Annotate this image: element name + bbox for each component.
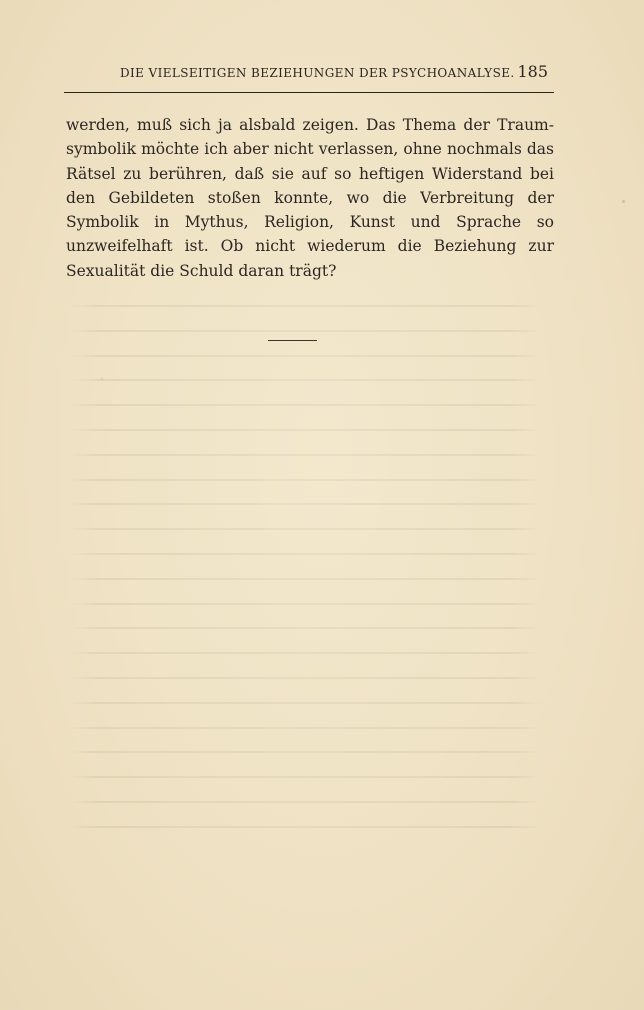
page-number: 185 xyxy=(517,62,548,81)
body-paragraph: werden, muß sich ja alsbald zeigen. Das Thema der Traumsymbolik möchte ich aber nicht verlassen, ohne nochmals das Rätsel zu berühren, daß sie auf so heftigen Widerstand bei den Gebildeten stoßen konnte, wo die Verbreitung der Symbolik in Mythus, Religion, Kunst und Sprache so unzweifelhaft ist. Ob nicht wiederum die Beziehung zur Sexualität die Schuld daran trägt? xyxy=(66,116,554,280)
reverse-side-show-through xyxy=(70,305,540,835)
running-header xyxy=(64,62,554,93)
header-title: DIE VIELSEITIGEN BEZIEHUNGEN DER PSYCHOANALYSE. xyxy=(120,66,515,80)
paper-speck xyxy=(101,378,103,380)
section-divider-rule xyxy=(268,340,317,341)
paper-speck xyxy=(622,200,625,203)
